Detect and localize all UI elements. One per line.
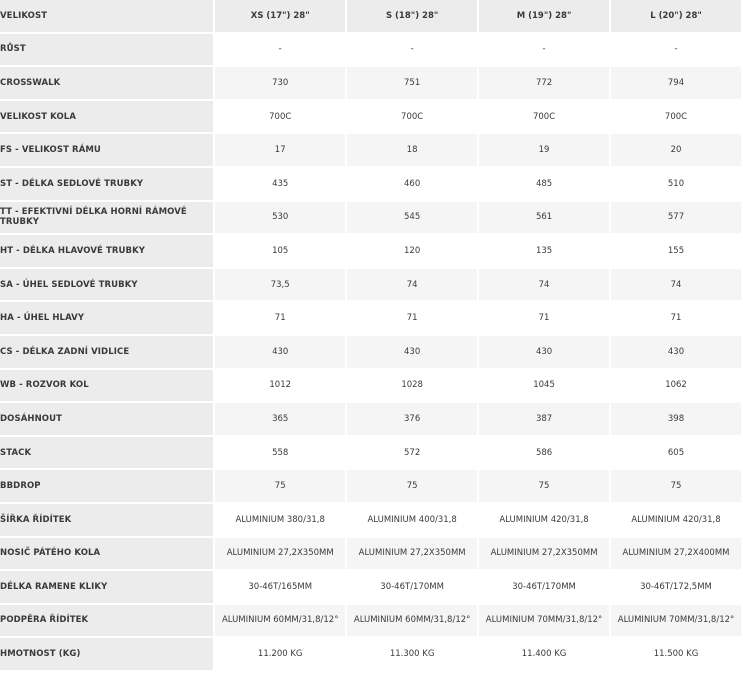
table-row — [0, 34, 741, 66]
value-cell: 700C — [479, 101, 609, 133]
value-cell: 11.500 KG — [611, 638, 741, 670]
row-label: NOSIČ PÁTÉHO KOLA — [0, 538, 213, 570]
row-label: RŮST — [0, 34, 213, 66]
value-cell: 11.300 KG — [347, 638, 477, 670]
table-row — [0, 605, 741, 637]
value-cell: 398 — [611, 403, 741, 435]
value-cell: 586 — [479, 437, 609, 469]
value-cell: 75 — [479, 470, 609, 502]
value-cell: 435 — [215, 168, 345, 200]
value-cell: 30-46T/165MM — [215, 571, 345, 603]
value-cell: ALUMINIUM 420/31,8 — [479, 504, 609, 536]
value-cell: 605 — [611, 437, 741, 469]
value-cell: 75 — [215, 470, 345, 502]
value-cell: ALUMINIUM 70MM/31,8/12° — [479, 605, 609, 637]
value-cell: ALUMINIUM 400/31,8 — [347, 504, 477, 536]
size-header-xs[interactable]: XS (17") 28" — [215, 0, 345, 32]
value-cell: ALUMINIUM 27,2X350MM — [215, 538, 345, 570]
value-cell: 700C — [347, 101, 477, 133]
value-cell: 772 — [479, 67, 609, 99]
table-row — [0, 202, 741, 234]
value-cell: ALUMINIUM 420/31,8 — [611, 504, 741, 536]
value-cell: 73,5 — [215, 269, 345, 301]
value-cell: 577 — [611, 202, 741, 234]
value-cell: 120 — [347, 235, 477, 267]
value-cell: 510 — [611, 168, 741, 200]
table-row — [0, 638, 741, 670]
value-cell: 71 — [479, 302, 609, 334]
value-cell: 1045 — [479, 370, 609, 402]
value-cell: 530 — [215, 202, 345, 234]
value-cell: 18 — [347, 134, 477, 166]
table-row — [0, 504, 741, 536]
value-cell: 1062 — [611, 370, 741, 402]
row-label: ŠÍŘKA ŘÍDÍTEK — [0, 504, 213, 536]
value-cell: 700C — [611, 101, 741, 133]
value-cell: - — [347, 34, 477, 66]
row-label: HT - DÉLKA HLAVOVÉ TRUBKY — [0, 235, 213, 267]
size-header-s[interactable]: S (18") 28" — [347, 0, 477, 32]
table-row — [0, 101, 741, 133]
value-cell: 75 — [347, 470, 477, 502]
value-cell: 485 — [479, 168, 609, 200]
table-row — [0, 134, 741, 166]
value-cell: 365 — [215, 403, 345, 435]
size-header-m[interactable]: M (19") 28" — [479, 0, 609, 32]
value-cell: 17 — [215, 134, 345, 166]
table-row — [0, 403, 741, 435]
table-row — [0, 302, 741, 334]
value-cell: 700C — [215, 101, 345, 133]
value-cell: 20 — [611, 134, 741, 166]
value-cell: ALUMINIUM 380/31,8 — [215, 504, 345, 536]
row-label: CS - DÉLKA ZADNÍ VIDLICE — [0, 336, 213, 368]
row-label: PODPĚRA ŘÍDÍTEK — [0, 605, 213, 637]
value-cell: 105 — [215, 235, 345, 267]
header-row — [0, 0, 741, 32]
table-row — [0, 269, 741, 301]
table-row — [0, 470, 741, 502]
value-cell: ALUMINIUM 60MM/31,8/12° — [347, 605, 477, 637]
value-cell: 751 — [347, 67, 477, 99]
value-cell: 387 — [479, 403, 609, 435]
value-cell: 545 — [347, 202, 477, 234]
value-cell: ALUMINIUM 60MM/31,8/12° — [215, 605, 345, 637]
row-label: SA - ÚHEL SEDLOVÉ TRUBKY — [0, 269, 213, 301]
value-cell: 71 — [347, 302, 477, 334]
table-row — [0, 67, 741, 99]
value-cell: 30-46T/170MM — [479, 571, 609, 603]
value-cell: 71 — [611, 302, 741, 334]
value-cell: 558 — [215, 437, 345, 469]
value-cell: 376 — [347, 403, 477, 435]
value-cell: 74 — [479, 269, 609, 301]
value-cell: 74 — [347, 269, 477, 301]
value-cell: 430 — [215, 336, 345, 368]
value-cell: 135 — [479, 235, 609, 267]
value-cell: 155 — [611, 235, 741, 267]
table-row — [0, 370, 741, 402]
value-cell: ALUMINIUM 27,2X400MM — [611, 538, 741, 570]
value-cell: - — [215, 34, 345, 66]
value-cell: 1028 — [347, 370, 477, 402]
value-cell: - — [479, 34, 609, 66]
value-cell: 730 — [215, 67, 345, 99]
size-header-label: VELIKOST — [0, 0, 213, 32]
row-label: TT - EFEKTIVNÍ DÉLKA HORNÍ RÁMOVÉ TRUBKY — [0, 202, 213, 234]
row-label: HA - ÚHEL HLAVY — [0, 302, 213, 334]
value-cell: 430 — [611, 336, 741, 368]
value-cell: 19 — [479, 134, 609, 166]
row-label: STACK — [0, 437, 213, 469]
row-label: DÉLKA RAMENE KLIKY — [0, 571, 213, 603]
row-label: VELIKOST KOLA — [0, 101, 213, 133]
table-row — [0, 571, 741, 603]
value-cell: 71 — [215, 302, 345, 334]
table-row — [0, 336, 741, 368]
value-cell: 11.400 KG — [479, 638, 609, 670]
row-label: HMOTNOST (KG) — [0, 638, 213, 670]
row-label: CROSSWALK — [0, 67, 213, 99]
row-label: WB - ROZVOR KOL — [0, 370, 213, 402]
value-cell: - — [611, 34, 741, 66]
row-label: ST - DÉLKA SEDLOVÉ TRUBKY — [0, 168, 213, 200]
value-cell: 75 — [611, 470, 741, 502]
value-cell: ALUMINIUM 27,2X350MM — [479, 538, 609, 570]
value-cell: 30-46T/170MM — [347, 571, 477, 603]
value-cell: 794 — [611, 67, 741, 99]
value-cell: 572 — [347, 437, 477, 469]
value-cell: ALUMINIUM 70MM/31,8/12° — [611, 605, 741, 637]
value-cell: 11.200 KG — [215, 638, 345, 670]
size-header-l[interactable]: L (20") 28" — [611, 0, 741, 32]
value-cell: 1012 — [215, 370, 345, 402]
value-cell: 74 — [611, 269, 741, 301]
value-cell: ALUMINIUM 27,2X350MM — [347, 538, 477, 570]
value-cell: 460 — [347, 168, 477, 200]
row-label: BBDROP — [0, 470, 213, 502]
value-cell: 30-46T/172,5MM — [611, 571, 741, 603]
table-row — [0, 538, 741, 570]
table-row — [0, 235, 741, 267]
value-cell: 430 — [479, 336, 609, 368]
value-cell: 561 — [479, 202, 609, 234]
row-label: DOSÁHNOUT — [0, 403, 213, 435]
value-cell: 430 — [347, 336, 477, 368]
table-row — [0, 437, 741, 469]
table-row — [0, 168, 741, 200]
row-label: FS - VELIKOST RÁMU — [0, 134, 213, 166]
